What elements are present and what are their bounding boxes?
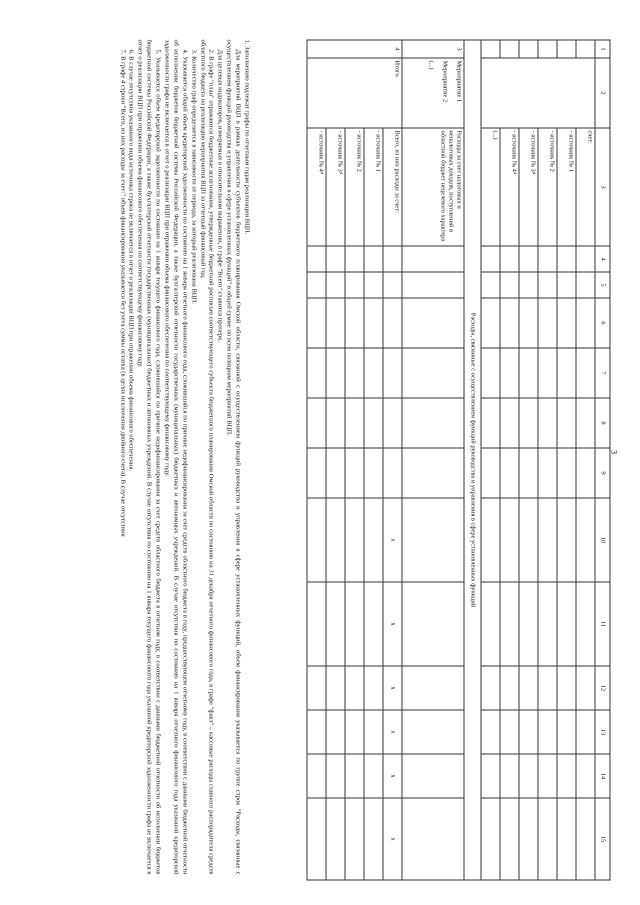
table-row (307, 40, 326, 880)
footnote: Для мероприятий ВЦП в рамках деятельности субъектов бюджетного планирования Омской области, связанной с осуществлением функций руководства и управления в сфере установленных функций, объем финансирования указывается по группе строк "Расходы, связанные с осуществлением функций руководства и управления в сфере установленных функций" в общей сумме по всем позициям мероприятий ВЦП. (225, 39, 242, 875)
column-number: 6 (595, 298, 610, 348)
x-mark: x (383, 798, 402, 880)
x-mark: x (383, 710, 402, 754)
footnote: 1. Заполнению подлежат графы по отчетным годам реализации ВЦП. (243, 39, 251, 235)
section-row (464, 40, 481, 880)
total-label: Итого (307, 58, 402, 128)
x-mark: x (383, 498, 402, 582)
table-row (326, 40, 345, 880)
row-label: - источник № 1 (557, 128, 576, 246)
table-row (481, 40, 500, 880)
row-label: Расходы за счет налоговых и неналоговых доходов, поступлений в областной бюджет нецелевого характера (402, 128, 464, 246)
section-title: Расходы, связанные с осуществлением функций руководства и управления в сфере установленных функций (464, 40, 481, 880)
row-label: - источник № 4⁴ (500, 128, 519, 246)
row-number: 4 (307, 40, 402, 58)
footnote: 4. Указывается общий объем кредиторской задолженности по состоянию на 1 января отчетного финансового года, сложившийся по причине недофинансирования за счет средств областного бюджета в году, предшествующем отчетному году, в соответствии с данными бюджетной отчетности об исполнении бюджетов бюджетной системы Российской Федерации, а также бухгалтерской отчетности государственных (муниципальных) бюджетных и автономных учреждений. В случае отсутствия по состоянию на 1 января отчетного финансового года указанной кредиторской задолженности графа не включается в отчет о реализации ВЦП при отражении объема финансового обеспечения по соответствующему финансовому году. (163, 39, 189, 875)
column-number: 5 (595, 272, 610, 298)
column-number: 7 (595, 348, 610, 398)
x-mark: x (383, 582, 402, 666)
row-label: - источник № 1 (364, 128, 383, 246)
rotated-page (1, 0, 640, 905)
column-number: 12 (595, 666, 610, 710)
footnote: 3. Количество граф определяется в зависимости от периода, за который реализована ВЦП. (190, 49, 198, 304)
column-number: 11 (595, 582, 610, 666)
row-label: - источник № 3⁴ (326, 128, 345, 246)
report-table (307, 40, 611, 881)
table-row (519, 40, 538, 880)
x-mark: x (383, 666, 402, 710)
row-label: счет: (576, 128, 595, 246)
column-number-row (595, 40, 610, 880)
column-number: 1 (595, 40, 610, 58)
row-label: Всего, из них расходы за счет: (383, 128, 402, 246)
column-number: 3 (595, 128, 610, 246)
row-label: - источник № 2 (345, 128, 364, 246)
table-row (576, 40, 595, 880)
column-number: 2 (595, 58, 610, 128)
table-row (364, 40, 383, 880)
footnote: Для целевых индикаторов, измеряемых в относительном выражении, в графе "Всего" ставится прочерк. (216, 49, 224, 343)
row-label: - источник № 3⁴ (519, 128, 538, 246)
column-number: 8 (595, 398, 610, 448)
table-row (538, 40, 557, 880)
measure-1: Мероприятие 1 (455, 60, 463, 103)
column-number: 15 (595, 798, 610, 880)
row-label: - источник № 2 (538, 128, 557, 246)
row-label: (...) (481, 128, 500, 246)
page-number: 3 (609, 450, 619, 454)
column-number: 13 (595, 710, 610, 754)
column-number: 4 (595, 246, 610, 272)
table-row (383, 40, 402, 880)
measure-2: Мероприятие 2 (441, 60, 449, 103)
measure-more: (...) (427, 60, 435, 70)
row-number: 3 (402, 40, 464, 58)
table-row (345, 40, 364, 880)
table-row (402, 40, 464, 880)
footnotes (117, 40, 250, 875)
column-number: 14 (595, 754, 610, 798)
column-number: 9 (595, 448, 610, 498)
column-number: 10 (595, 498, 610, 582)
table-row (500, 40, 519, 880)
footnote: 6. В случае отсутствия указанного вида источника строка не включается в отчет о реализации ВЦП при отражении объема финансового обеспечения. (127, 49, 135, 472)
footnote: 2. В графе "план" отражаются бюджетные ассигнования, утвержденные бюджетной росписью соответствующего субъекта бюджетного планирования Омской области по состоянию на 31 декабря отчетного финансового года, в графе "факт" – кассовые расходы главного распорядителя средств областного бюджета на реализацию мероприятия ВЦП за отчетный финансовый год. (199, 39, 215, 875)
footnote: 5. Указывается объем кредиторской задолженности по состоянию на 1 января текущего финансового года, сложившийся по причине недофинансирования за счет средств областного бюджета в отчетном году, в соответствии с данными бюджетной отчетности об исполнении бюджетов бюджетной системы Российской Федерации, а также бухгалтерской отчетности государственных (муниципальных) бюджетных и автономных учреждений. В случае отсутствия по состоянию на 1 января текущего финансового года указанной кредиторской задолженности графа не включается в отчет о реализации ВЦП при отражении объема финансового обеспечения по соответствующему финансовому году. (136, 39, 162, 875)
table-row (557, 40, 576, 880)
measure-names (402, 58, 464, 128)
footnote: 7. В графе 4 строки "Всего, из них расходы за счет:" объем финансирования указывается без учета суммы остатка (в целях исключения двойного счета). В случае отсутствия (119, 49, 127, 537)
x-mark: x (383, 754, 402, 798)
row-label: - источник № 4⁴ (307, 128, 326, 246)
